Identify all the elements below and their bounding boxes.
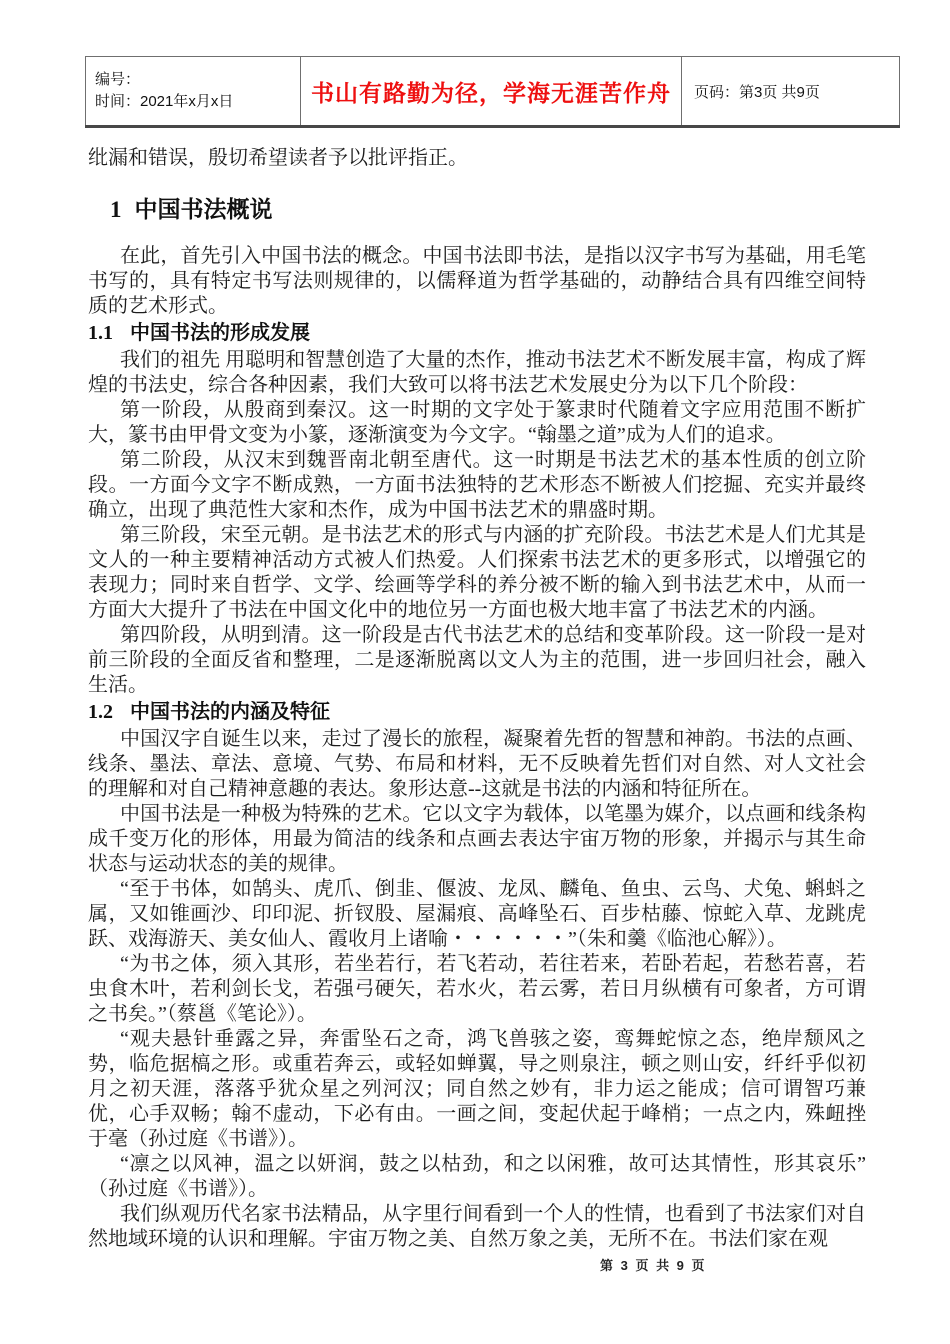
paragraph-quote-sunguoting-2: “凛之以风神，温之以妍润，鼓之以枯劲，和之以闲雅，故可达其情性，形其哀乐”（孙过庭《书谱》）。 — [88, 1153, 866, 1200]
paragraph-hanzi: 中国汉字自诞生以来，走过了漫长的旅程，凝聚着先哲的智慧和神韵。书法的点画、线条、墨法、章法、意境、气势、布局和材料，无不反映着先哲们对自然、对人文社会的理解和对自己精神意趣的表达。象形达意--这就是书法的内涵和特征所在。 — [88, 728, 866, 800]
page-header-table — [85, 56, 900, 128]
page-number-footer: 第 3 页 共 9 页 — [600, 1258, 707, 1273]
paragraph-quote-caiyong: “为书之体，须入其形，若坐若行，若飞若动，若往若来，若卧若起，若愁若喜，若虫食木叶，若利剑长戈，若强弓硬矢，若水火，若云雾，若日月纵横有可象者，方可谓之书矣。”（蔡邕《笔论》）。 — [88, 953, 866, 1025]
paragraph-stage3: 第三阶段，宋至元朝。是书法艺术的形式与内涵的扩充阶段。书法艺术是人们尤其是文人的一种主要精神活动方式被人们热爱。人们探索书法艺术的更多形式，以增强它的表现力；同时来自哲学、文学、绘画等学科的养分被不断的输入到书法艺术中，从而一方面大大提升了书法在中国文化中的地位另一方面也极大地丰富了书法艺术的内涵。 — [88, 524, 866, 621]
paragraph-quote-sunguoting-1: “观夫悬针垂露之异，奔雷坠石之奇，鸿飞兽骇之姿，鸾舞蛇惊之态，绝岸颓风之势，临危据槁之形。或重若奔云，或轻如蝉翼，导之则泉注，顿之则山安，纤纤乎似初月之初天涯，落落乎犹众星之列河汉；同自然之妙有，非力运之能成；信可谓智巧兼优，心手双畅；翰不虚动，下必有由。一画之间，变起伏起于峰梢；一点之内，殊衄挫于毫（孙过庭《书谱》）。 — [88, 1028, 866, 1150]
heading-1-number: 1 — [110, 197, 122, 222]
heading-1-title: 中国书法概说 — [134, 196, 273, 222]
heading-1-1 — [88, 320, 866, 347]
paragraph-intro: 纰漏和错误，殷切希望读者予以批评指正。 — [88, 147, 468, 169]
header-page-label: 页码：第3页 共9页 — [682, 57, 900, 127]
header-slogan: 书山有路勤为径，学海无涯苦作舟 — [301, 57, 682, 127]
paragraph-observe: 我们纵观历代名家书法精品，从字里行间看到一个人的性情，也看到了书法家们对自然地域环境的认识和理解。宇宙万物之美、自然万象之美，无所不在。书法们家在观 — [88, 1203, 866, 1250]
paragraph-stage2: 第二阶段，从汉末到魏晋南北朝至唐代。这一时期是书法艺术的基本性质的创立阶段。一方面今文字不断成熟，一方面书法独特的艺术形态不断被人们挖掘、充实并最终确立，出现了典范性大家和杰作，成为中国书法艺术的鼎盛时期。 — [88, 449, 866, 521]
doc-number-label: 编号： — [95, 71, 141, 88]
paragraph-quote-zhuhegeng: “至于书体，如鹄头、虎爪、倒韭、偃波、龙凤、麟龟、鱼虫、云鸟、犬兔、蝌蚪之属，又如锥画沙、印印泥、折钗股、屋漏痕、高峰坠石、百步枯藤、惊蛇入草、龙跳虎跃、戏海游天、美女仙人、霞收月上诸喻・・・・・・”（朱和羹《临池心解》）。 — [88, 878, 866, 950]
heading-1 — [88, 193, 866, 226]
heading-1-2-number: 1.2 — [88, 701, 113, 723]
header-meta-cell — [86, 57, 301, 127]
heading-1-1-number: 1.1 — [88, 322, 113, 344]
paragraph-ancestors: 我们的祖先 用聪明和智慧创造了大量的杰作，推动书法艺术不断发展丰富，构成了辉煌的书法史，综合各种因素，我们大致可以将书法艺术发展史分为以下几个阶段： — [88, 349, 866, 396]
paragraph-concept: 在此，首先引入中国书法的概念。中国书法即书法，是指以汉字书写为基础，用毛笔书写的，具有特定书写法则规律的，以儒释道为哲学基础的，动静结合具有四维空间特质的艺术形式。 — [88, 245, 866, 317]
heading-1-2-title: 中国书法的内涵及特征 — [130, 701, 330, 723]
paragraph-stage4: 第四阶段，从明到清。这一阶段是古代书法艺术的总结和变革阶段。这一阶段一是对前三阶段的全面反省和整理，二是逐渐脱离以文人为主的范围，进一步回归社会，融入生活。 — [88, 624, 866, 696]
header-row — [86, 57, 900, 127]
doc-time-label: 时间：2021年x月x日 — [95, 93, 234, 110]
heading-1-1-title: 中国书法的形成发展 — [130, 322, 310, 344]
paragraph-special-art: 中国书法是一种极为特殊的艺术。它以文字为载体，以笔墨为媒介，以点画和线条构成千变万化的形体，用最为简洁的线条和点画去表达宇宙万物的形象，并揭示与其生命状态与运动状态的美的规律。 — [88, 803, 866, 875]
paragraph-stage1: 第一阶段，从殷商到秦汉。这一时期的文字处于篆隶时代随着文字应用范围不断扩大，篆书由甲骨文变为小篆，逐渐演变为今文字。“翰墨之道”成为人们的追求。 — [88, 399, 866, 446]
heading-1-2 — [88, 699, 866, 726]
document-body — [88, 146, 866, 1252]
